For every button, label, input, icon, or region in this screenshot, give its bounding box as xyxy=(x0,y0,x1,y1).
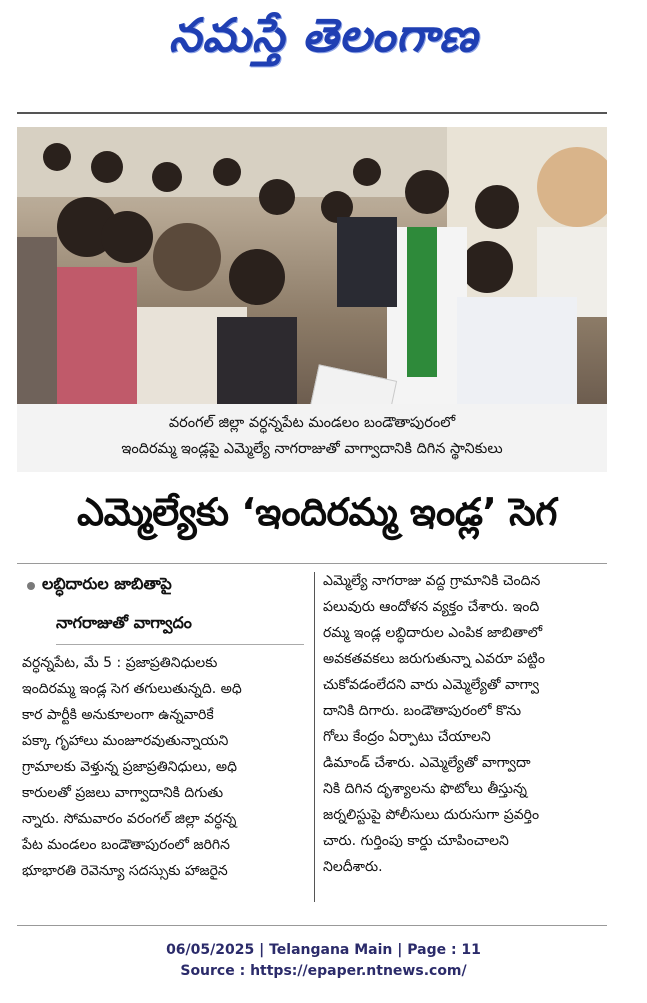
left-line: పక్కా గృహాలు మంజూరవుతున్నాయని xyxy=(22,733,229,749)
subheading-1 xyxy=(27,574,172,597)
bullet-icon xyxy=(27,582,35,590)
left-line: భూభారతి రెవెన్యూ సదస్సుకు హాజరైన xyxy=(22,863,228,879)
left-column xyxy=(22,650,308,884)
left-line: పేట మండలం బండౌతాపురంలో జరిగిన xyxy=(22,837,230,853)
right-line: ఎమ్మెల్యే నాగరాజు వద్ద గ్రామానికి చెందిన xyxy=(323,573,541,589)
footer-source: Source : https://epaper.ntnews.com/ xyxy=(180,963,467,979)
caption-line-2: ఇందిరమ్మ ఇండ్లపై ఎమ్మెల్యే నాగరాజుతో వాగ్వాదానికి దిగిన స్థానికులు xyxy=(121,441,503,457)
masthead xyxy=(0,0,647,82)
newspaper-title: నమస్తే తెలంగాణ xyxy=(168,8,479,62)
right-line: నికి దిగిన దృశ్యాలను ఫొటోలు తీస్తున్న xyxy=(323,781,527,797)
left-line: న్నారు. సోమవారం వరంగల్ జిల్లా వర్ధన్న xyxy=(22,811,237,827)
caption-line-1: వరంగల్ జిల్లా వర్ధన్నపేట మండలం బండౌతాపురంలో xyxy=(168,415,456,431)
footer-date-page: 06/05/2025 | Telangana Main | Page : 11 xyxy=(166,942,481,958)
right-line: చారు. గుర్తింపు కార్డు చూపించాలని xyxy=(323,833,509,849)
photo-caption xyxy=(17,404,607,472)
bottom-divider xyxy=(17,925,607,926)
right-column xyxy=(323,568,609,880)
right-line: గోలు కేంద్రం ఏర్పాటు చేయాలని xyxy=(323,729,491,745)
right-line: అవకతవకలు జరుగుతున్నా ఎవరూ పట్టిం xyxy=(323,651,545,667)
news-photo xyxy=(17,127,607,404)
photo-icon xyxy=(17,127,607,404)
subheading-2: నాగరాజుతో వాగ్వాదం xyxy=(56,613,192,632)
right-line: పలువురు ఆందోళన వ్యక్తం చేశారు. ఇంది xyxy=(323,599,540,615)
left-line: గ్రామాలకు వెళ్తున్న ప్రజాప్రతినిధులు, అధి xyxy=(22,759,238,775)
right-line: నిలదీశారు. xyxy=(323,859,383,875)
headline: ఎమ్మెల్యేకు ‘ఇందిరమ్మ ఇండ్ల’ సెగ xyxy=(77,490,557,534)
headline-divider xyxy=(17,563,607,564)
right-line: దానికి దిగారు. బండౌతాపురంలో కొను xyxy=(323,703,522,719)
right-line: డిమాండ్ చేశారు. ఎమ్మెల్యేతో వాగ్వాదా xyxy=(323,755,531,771)
top-divider xyxy=(17,112,607,114)
left-line: ఇందిరమ్మ ఇండ్ల సెగ తగులుతున్నది. అధి xyxy=(22,681,242,697)
subheading-1-text: లబ్ధిదారుల జాబితాపై xyxy=(42,574,172,593)
right-line: రమ్మ ఇండ్ల లబ్ధిదారుల ఎంపిక జాబితాలో xyxy=(323,625,543,641)
left-line: కారులతో ప్రజలు వాగ్వాదానికి దిగుతు xyxy=(22,785,224,801)
right-line: చుకోవడంలేదని వారు ఎమ్మెల్యేతో వాగ్వా xyxy=(323,677,539,693)
column-divider xyxy=(314,572,315,902)
left-line: వర్ధన్నపేట, మే 5 : ప్రజాప్రతినిధులకు xyxy=(22,655,218,671)
subheading-divider xyxy=(56,644,304,645)
right-line: జర్నలిస్టుపై పోలీసులు దురుసుగా ప్రవర్తిం xyxy=(323,807,540,823)
left-line: కార పార్టీకి అనుకూలంగా ఉన్నవారికే xyxy=(22,707,214,723)
